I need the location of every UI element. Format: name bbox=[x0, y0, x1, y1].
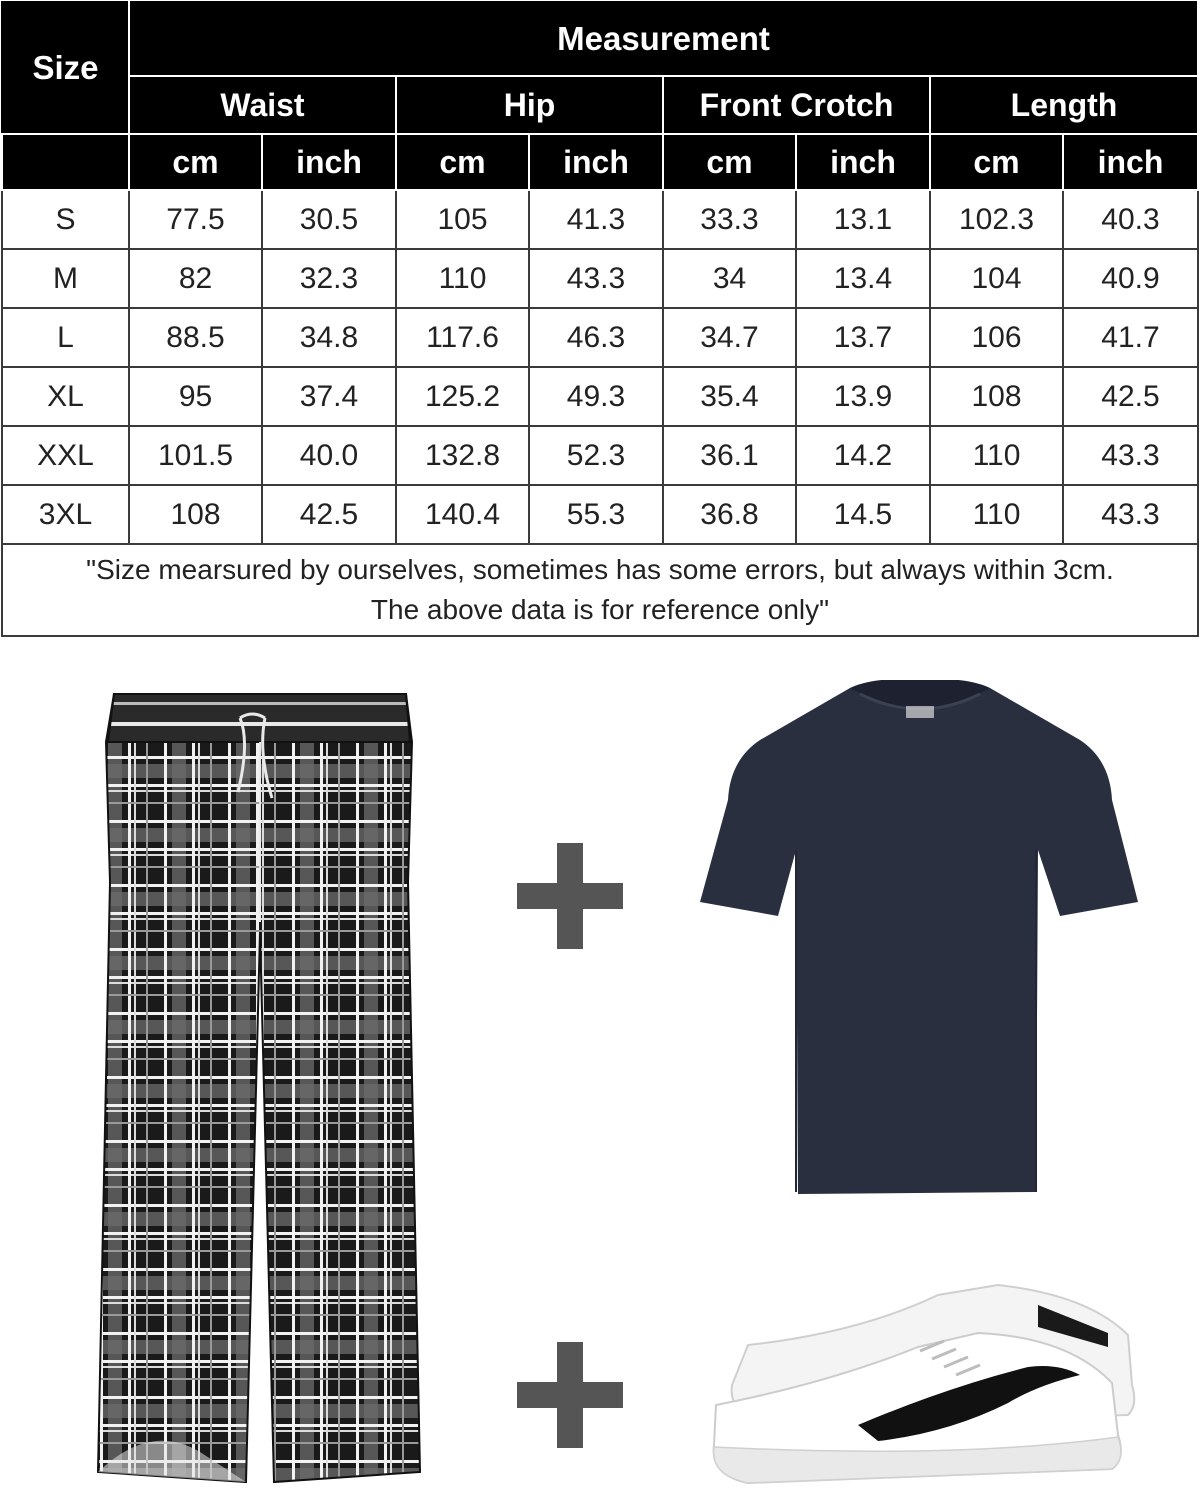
white-sneakers-image bbox=[708, 1275, 1148, 1495]
size-cell: S bbox=[2, 190, 129, 249]
table-row bbox=[2, 249, 1198, 308]
value-cell: 13.7 bbox=[796, 308, 930, 367]
unit-header: cm bbox=[129, 134, 262, 190]
value-cell: 30.5 bbox=[262, 190, 396, 249]
unit-header: cm bbox=[930, 134, 1063, 190]
size-table-body bbox=[2, 190, 1198, 544]
plus-icon bbox=[517, 843, 623, 949]
value-cell: 106 bbox=[930, 308, 1063, 367]
value-cell: 42.5 bbox=[1063, 367, 1198, 426]
value-cell: 43.3 bbox=[1063, 426, 1198, 485]
measurement-header: Measurement bbox=[129, 2, 1198, 76]
unit-header: cm bbox=[396, 134, 529, 190]
value-cell: 37.4 bbox=[262, 367, 396, 426]
value-cell: 102.3 bbox=[930, 190, 1063, 249]
value-cell: 55.3 bbox=[529, 485, 663, 544]
table-row bbox=[2, 190, 1198, 249]
value-cell: 40.3 bbox=[1063, 190, 1198, 249]
value-cell: 110 bbox=[930, 426, 1063, 485]
value-cell: 117.6 bbox=[396, 308, 529, 367]
navy-tshirt-image bbox=[700, 680, 1140, 1200]
value-cell: 36.8 bbox=[663, 485, 796, 544]
value-cell: 41.7 bbox=[1063, 308, 1198, 367]
value-cell: 33.3 bbox=[663, 190, 796, 249]
value-cell: 41.3 bbox=[529, 190, 663, 249]
value-cell: 32.3 bbox=[262, 249, 396, 308]
size-note bbox=[2, 544, 1198, 636]
value-cell: 13.9 bbox=[796, 367, 930, 426]
size-cell: M bbox=[2, 249, 129, 308]
value-cell: 104 bbox=[930, 249, 1063, 308]
size-chart-table bbox=[1, 1, 1199, 637]
size-cell: 3XL bbox=[2, 485, 129, 544]
size-cell: XL bbox=[2, 367, 129, 426]
value-cell: 52.3 bbox=[529, 426, 663, 485]
size-note-line-1: "Size mearsured by ourselves, sometimes has some errors, but always within 3cm. bbox=[86, 554, 1114, 585]
size-cell: XXL bbox=[2, 426, 129, 485]
value-cell: 46.3 bbox=[529, 308, 663, 367]
group-header-waist: Waist bbox=[129, 76, 396, 134]
value-cell: 13.4 bbox=[796, 249, 930, 308]
unit-header: cm bbox=[663, 134, 796, 190]
value-cell: 49.3 bbox=[529, 367, 663, 426]
value-cell: 14.2 bbox=[796, 426, 930, 485]
plus-icon bbox=[517, 1342, 623, 1448]
value-cell: 42.5 bbox=[262, 485, 396, 544]
table-row bbox=[2, 308, 1198, 367]
unit-header-blank bbox=[2, 134, 129, 190]
unit-header: inch bbox=[796, 134, 930, 190]
size-cell: L bbox=[2, 308, 129, 367]
value-cell: 125.2 bbox=[396, 367, 529, 426]
value-cell: 110 bbox=[396, 249, 529, 308]
value-cell: 14.5 bbox=[796, 485, 930, 544]
value-cell: 43.3 bbox=[529, 249, 663, 308]
value-cell: 108 bbox=[930, 367, 1063, 426]
value-cell: 105 bbox=[396, 190, 529, 249]
group-header-front-crotch: Front Crotch bbox=[663, 76, 930, 134]
table-row bbox=[2, 367, 1198, 426]
table-row bbox=[2, 426, 1198, 485]
value-cell: 36.1 bbox=[663, 426, 796, 485]
unit-header: inch bbox=[529, 134, 663, 190]
value-cell: 88.5 bbox=[129, 308, 262, 367]
value-cell: 101.5 bbox=[129, 426, 262, 485]
unit-header: inch bbox=[1063, 134, 1198, 190]
value-cell: 35.4 bbox=[663, 367, 796, 426]
value-cell: 108 bbox=[129, 485, 262, 544]
plaid-pants-image bbox=[90, 682, 430, 1492]
value-cell: 34.8 bbox=[262, 308, 396, 367]
value-cell: 110 bbox=[930, 485, 1063, 544]
value-cell: 82 bbox=[129, 249, 262, 308]
unit-header: inch bbox=[262, 134, 396, 190]
value-cell: 77.5 bbox=[129, 190, 262, 249]
group-header-hip: Hip bbox=[396, 76, 663, 134]
value-cell: 40.0 bbox=[262, 426, 396, 485]
value-cell: 43.3 bbox=[1063, 485, 1198, 544]
value-cell: 132.8 bbox=[396, 426, 529, 485]
size-header: Size bbox=[2, 2, 129, 134]
value-cell: 95 bbox=[129, 367, 262, 426]
value-cell: 40.9 bbox=[1063, 249, 1198, 308]
value-cell: 13.1 bbox=[796, 190, 930, 249]
group-header-length: Length bbox=[930, 76, 1198, 134]
value-cell: 34 bbox=[663, 249, 796, 308]
table-row bbox=[2, 485, 1198, 544]
size-note-line-2: The above data is for reference only" bbox=[370, 594, 830, 625]
value-cell: 140.4 bbox=[396, 485, 529, 544]
value-cell: 34.7 bbox=[663, 308, 796, 367]
